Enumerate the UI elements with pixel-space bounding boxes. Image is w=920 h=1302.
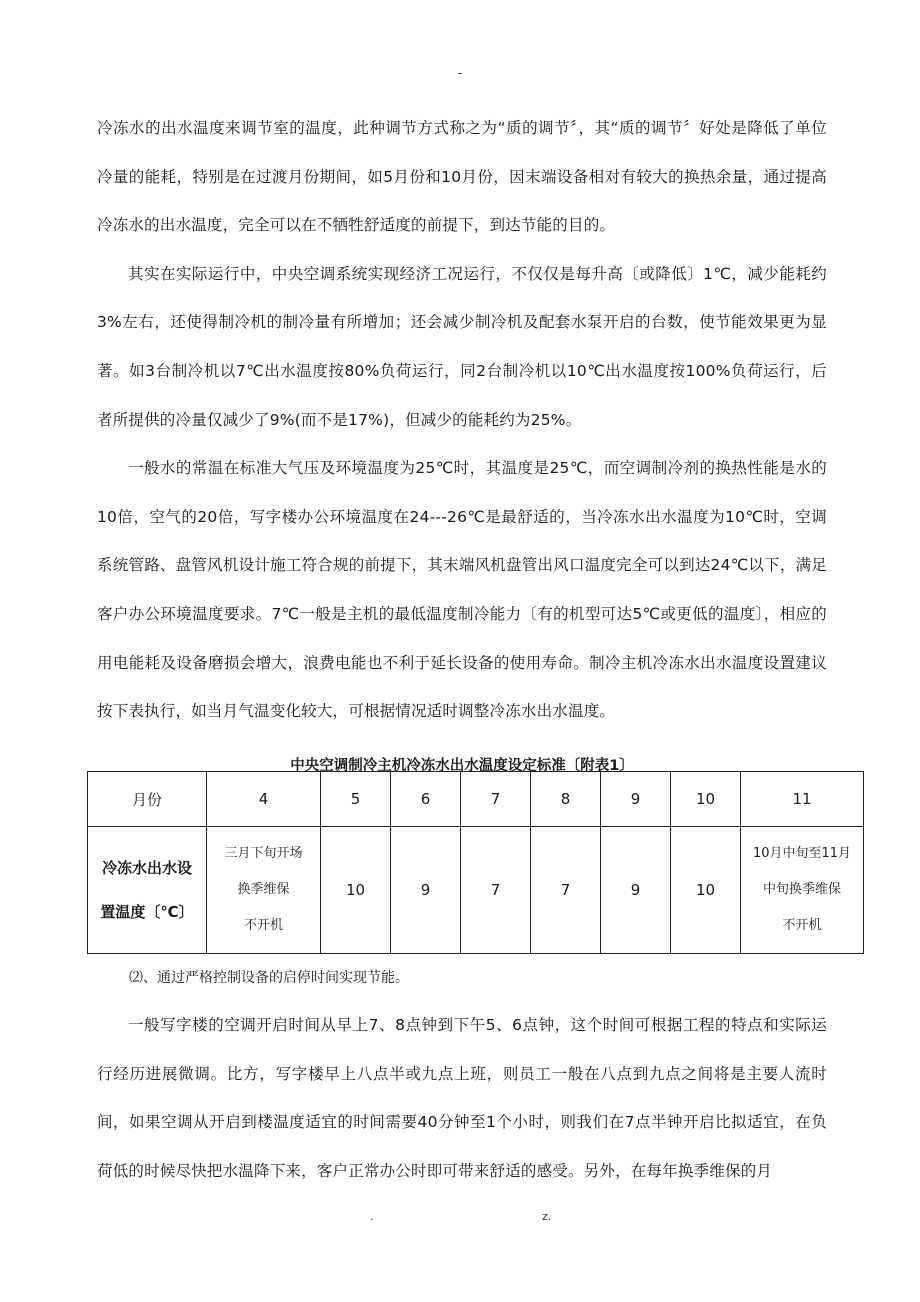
- header-cell-month: 月份: [88, 772, 207, 827]
- table-value-row: [88, 827, 864, 954]
- footer-mark: z.: [542, 1210, 552, 1223]
- paragraph-3: 一般水的常温在标准大气压及环境温度为25℃时，其温度是25℃，而空调制冷剂的换热性能是水的10倍，空气的20倍，写字楼办公环境温度在24---26℃是最舒适的，当冷冻水出水温度为10℃时，空调系统管路、盘管风机设计施工符合规的前提下，其末端风机盘管出风口温度完全可以到达24℃以下，满足客户办公环境温度要求。7℃一般是主机的最低温度制冷能力〔有的机型可达5℃或更低的温度〕，相应的用电能耗及设备磨损会增大，浪费电能也不利于延长设备的使用寿命。制冷主机冷冻水出水温度设置建议按下表执行，如当月气温变化较大，可根据情况适时调整冷冻水出水温度。: [97, 459, 827, 721]
- temperature-standard-table: [87, 771, 864, 954]
- april-note-line-1: 三月下旬开场: [224, 846, 303, 861]
- cell-august: 7: [531, 827, 601, 954]
- cell-june: 9: [391, 827, 461, 954]
- footer-dot: .: [370, 1210, 374, 1223]
- table-title: 中央空调制冷主机冷冻水出水温度设定标准〔附表1〕: [290, 757, 634, 774]
- cell-september: 9: [601, 827, 671, 954]
- header-cell-8: 8: [531, 772, 601, 827]
- header-cell-4: 4: [207, 772, 321, 827]
- april-note-line-2: 换季维保: [237, 882, 290, 897]
- april-note-line-3: 不开机: [243, 918, 283, 933]
- header-cell-5: 5: [321, 772, 391, 827]
- cell-may: 10: [321, 827, 391, 954]
- november-note-line-3: 不开机: [782, 918, 822, 933]
- cell-april-note: [207, 827, 321, 954]
- header-cell-10: 10: [671, 772, 741, 827]
- page-header-mark: -: [457, 66, 463, 80]
- cell-november-note: [741, 827, 864, 954]
- cell-october: 10: [671, 827, 741, 954]
- november-note-line-2: 中旬换季维保: [762, 882, 841, 897]
- november-note-line-1: 10月中旬至11月: [752, 846, 852, 861]
- cell-july: 7: [461, 827, 531, 954]
- header-cell-7: 7: [461, 772, 531, 827]
- header-cell-11: 11: [741, 772, 864, 827]
- body-text-bottom: [97, 955, 827, 1195]
- row-label-line-1: 冷冻水出水设: [101, 859, 192, 877]
- header-cell-9: 9: [601, 772, 671, 827]
- sub-heading: ⑵、通过严格控制设备的启停时间实现节能。: [129, 970, 409, 986]
- paragraph-4: 一般写字楼的空调开启时间从早上7、8点钟到下午5、6点钟，这个时间可根据工程的特点和实际运行经历进展微调。比方，写字楼早上八点半或九点上班，则员工一般在八点到九点之间将是主要人流时间，如果空调从开启到楼温度适宜的时间需要40分钟至1个小时，则我们在7点半钟开启比拟适宜，在负荷低的时候尽快把水温降下来，客户正常办公时即可带来舒适的感受。另外，在每年换季维保的月: [97, 1016, 827, 1180]
- body-text-top: [97, 104, 827, 786]
- row-label-cell: [88, 827, 207, 954]
- paragraph-1: 冷冻水的出水温度来调节室的温度，此种调节方式称之为“质的调节〞，其“质的调节〞好处是降低了单位冷量的能耗，特别是在过渡月份期间，如5月份和10月份，因末端设备相对有较大的换热余量，通过提高冷冻水的出水温度，完全可以在不牺牲舒适度的前提下，到达节能的目的。: [97, 119, 827, 235]
- table-header-row: [88, 772, 864, 827]
- header-cell-6: 6: [391, 772, 461, 827]
- row-label-line-2: 置温度〔℃〕: [100, 903, 194, 921]
- paragraph-2: 其实在实际运行中，中央空调系统实现经济工况运行，不仅仅是每升高〔或降低〕1℃，减少能耗约3%左右，还使得制冷机的制冷量有所增加；还会减少制冷机及配套水泵开启的台数，使节能效果更为显著。如3台制冷机以7℃出水温度按80%负荷运行，同2台制冷机以10℃出水温度按100%负荷运行，后者所提供的冷量仅减少了9%(而不是17%)，但减少的能耗约为25%。: [97, 264, 827, 429]
